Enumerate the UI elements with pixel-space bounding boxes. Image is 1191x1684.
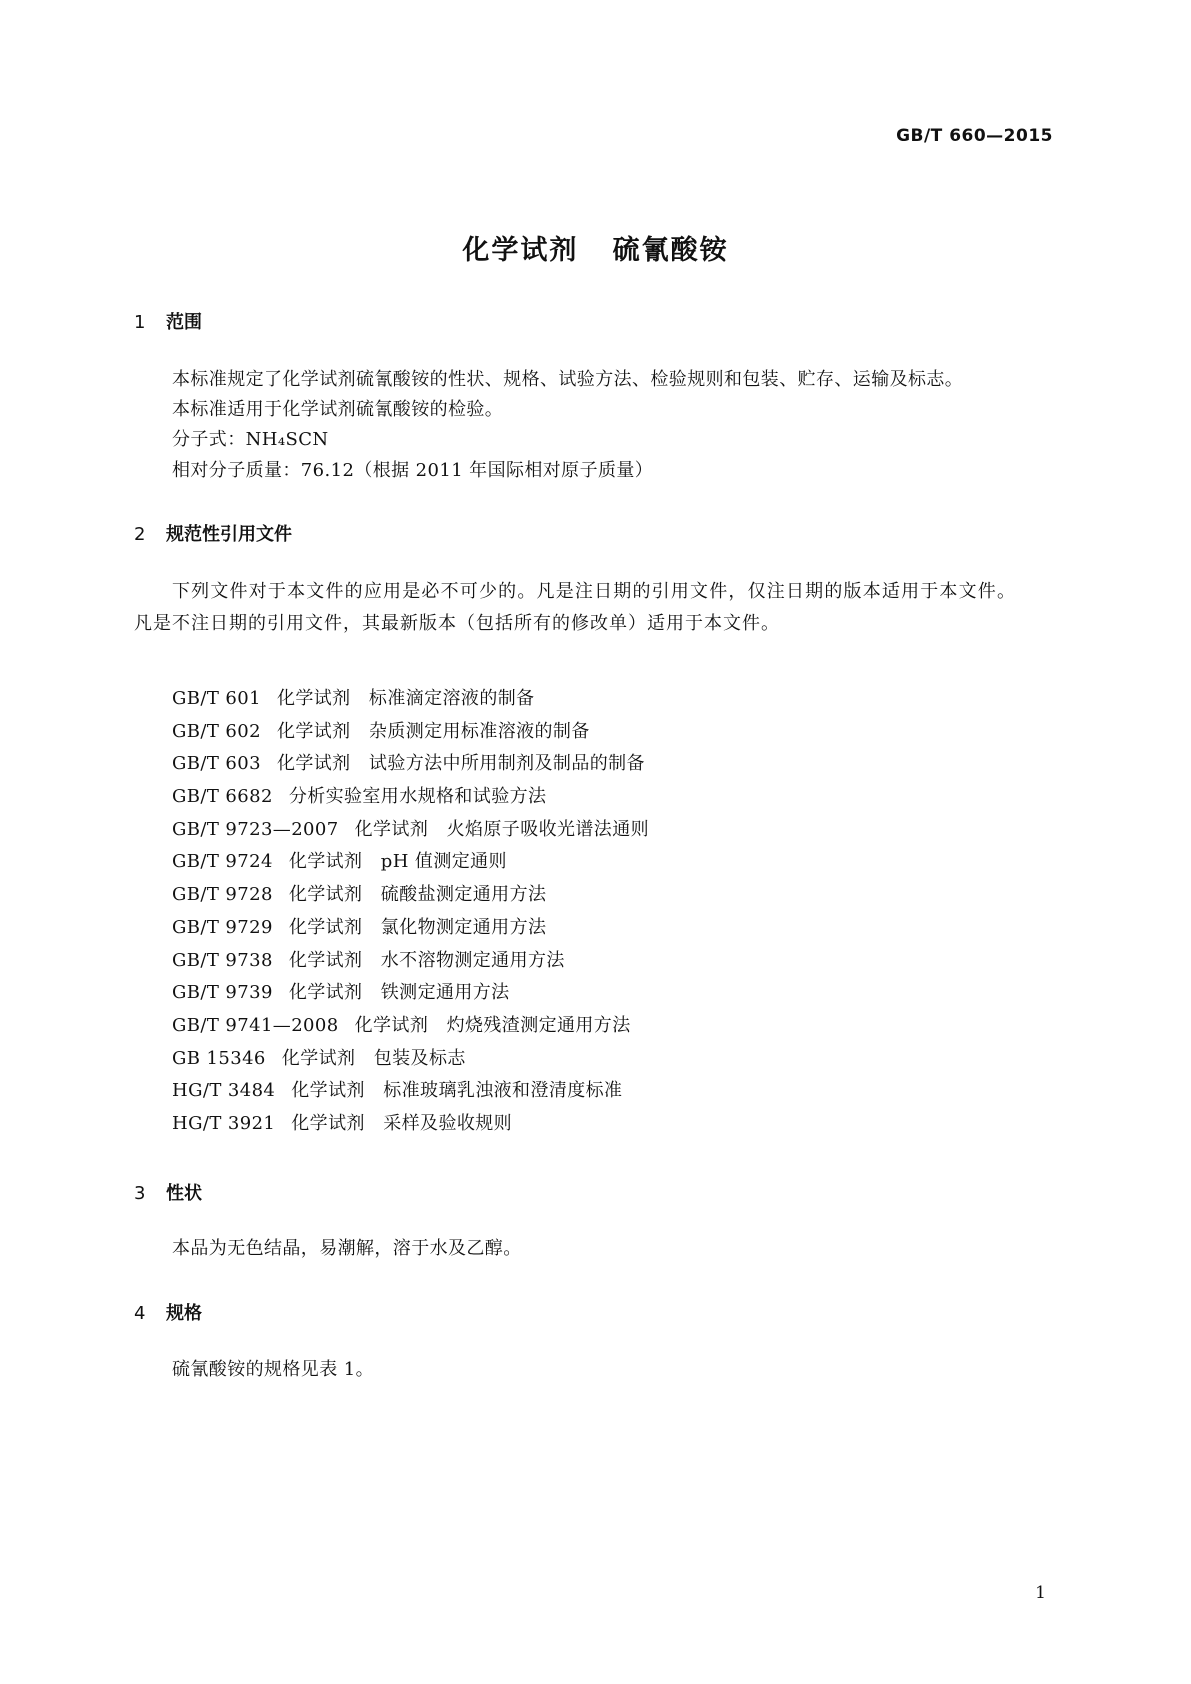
references-intro: 下列文件对于本文件的应用是必不可少的。凡是注日期的引用文件，仅注日期的版本适用于本文件。凡是不注日期的引用文件，其最新版本（包括所有的修改单）适用于本文件。 — [134, 581, 1016, 634]
reference-item — [172, 716, 649, 749]
reference-title: 化学试剂 灼烧残渣测定通用方法 — [354, 1014, 631, 1036]
reference-code: GB/T 9724 — [172, 851, 273, 873]
reference-title: 化学试剂 铁测定通用方法 — [288, 982, 510, 1004]
reference-item — [172, 683, 649, 716]
reference-title: 化学试剂 硫酸盐测定通用方法 — [288, 884, 547, 906]
reference-code: GB/T 9729 — [172, 916, 273, 938]
scope-paragraph-2: 本标准适用于化学试剂硫氰酸铵的检验。 — [172, 399, 504, 420]
reference-title: 分析实验室用水规格和试验方法 — [288, 786, 547, 808]
reference-code: GB/T 9739 — [172, 982, 273, 1004]
reference-code: GB 15346 — [172, 1047, 266, 1069]
section-number: 1 — [134, 312, 146, 333]
reference-item — [172, 1043, 649, 1076]
section-heading-scope — [134, 308, 202, 334]
section-number: 4 — [134, 1303, 146, 1324]
section-title: 性状 — [166, 1183, 202, 1204]
page-number: 1 — [1035, 1583, 1046, 1603]
reference-code: GB/T 602 — [172, 720, 261, 742]
reference-title: 化学试剂 包装及标志 — [281, 1047, 466, 1069]
section-number: 2 — [134, 524, 146, 545]
reference-title: 化学试剂 氯化物测定通用方法 — [288, 916, 547, 938]
reference-code: GB/T 9738 — [172, 949, 273, 971]
reference-title: 化学试剂 pH 值测定通则 — [288, 851, 507, 873]
reference-item — [172, 814, 649, 847]
section-number: 3 — [134, 1183, 146, 1204]
reference-code: HG/T 3921 — [172, 1112, 276, 1134]
reference-item — [172, 912, 649, 945]
reference-title: 化学试剂 试验方法中所用制剂及制品的制备 — [276, 753, 645, 775]
reference-code: GB/T 603 — [172, 753, 261, 775]
reference-title: 化学试剂 水不溶物测定通用方法 — [288, 949, 565, 971]
reference-code: GB/T 601 — [172, 688, 261, 709]
reference-item — [172, 977, 649, 1010]
relative-molecular-mass: 相对分子质量：76.12（根据 2011 年国际相对原子质量） — [172, 460, 654, 481]
specification-text: 硫氰酸铵的规格见表 1。 — [172, 1359, 374, 1380]
reference-item — [172, 846, 649, 879]
section-title: 范围 — [166, 312, 202, 333]
reference-code: GB/T 9741—2008 — [172, 1014, 339, 1036]
reference-title: 化学试剂 标准滴定溶液的制备 — [276, 688, 535, 709]
reference-code: GB/T 9723—2007 — [172, 818, 339, 840]
reference-item — [172, 879, 649, 912]
scope-paragraph-1: 本标准规定了化学试剂硫氰酸铵的性状、规格、试验方法、检验规则和包装、贮存、运输及标志。 — [172, 369, 964, 390]
reference-title: 化学试剂 杂质测定用标准溶液的制备 — [276, 720, 590, 742]
reference-code: GB/T 6682 — [172, 786, 273, 808]
reference-title: 化学试剂 标准玻璃乳浊液和澄清度标准 — [291, 1080, 623, 1102]
reference-item — [172, 945, 649, 978]
section-title: 规格 — [166, 1303, 202, 1324]
reference-item — [172, 1075, 649, 1108]
molecular-formula: 分子式：NH₄SCN — [172, 429, 329, 450]
section-heading-properties — [134, 1179, 202, 1205]
section-heading-specification — [134, 1299, 202, 1325]
reference-code: HG/T 3484 — [172, 1080, 276, 1102]
reference-title: 化学试剂 采样及验收规则 — [291, 1112, 513, 1134]
reference-code: GB/T 9728 — [172, 884, 273, 906]
document-title: 化学试剂 硫氰酸铵 — [462, 235, 729, 266]
reference-item — [172, 1108, 649, 1141]
reference-item — [172, 1010, 649, 1043]
properties-text: 本品为无色结晶，易潮解，溶于水及乙醇。 — [172, 1238, 522, 1259]
reference-list — [172, 683, 649, 1141]
section-title: 规范性引用文件 — [166, 524, 292, 545]
reference-item — [172, 748, 649, 781]
reference-title: 化学试剂 火焰原子吸收光谱法通则 — [354, 818, 649, 840]
section-heading-references — [134, 520, 292, 546]
standard-code: GB/T 660—2015 — [896, 126, 1053, 146]
reference-item — [172, 781, 649, 814]
